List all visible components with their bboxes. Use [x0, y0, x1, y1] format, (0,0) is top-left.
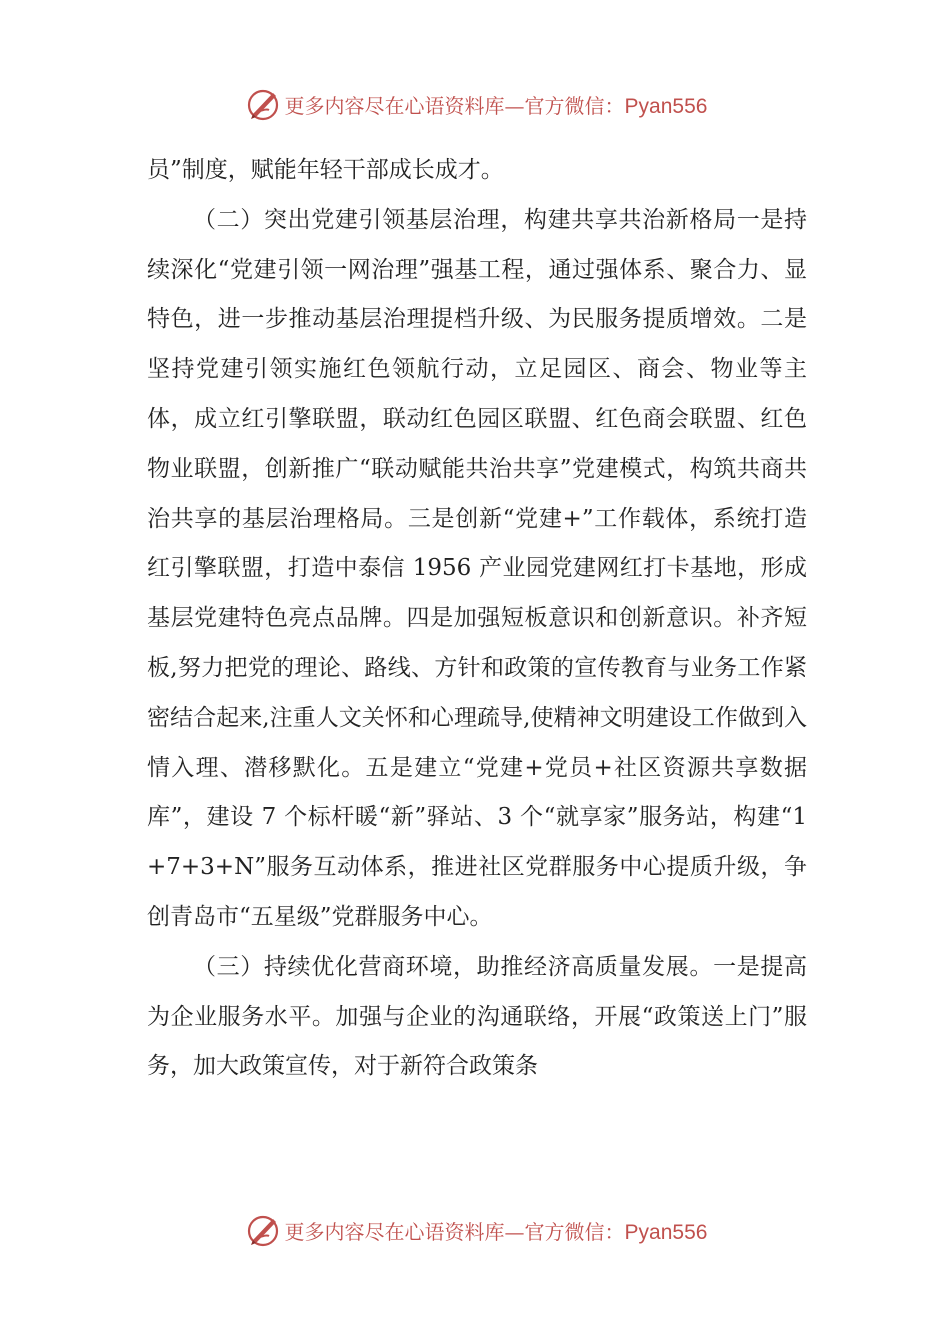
header-watermark — [0, 82, 950, 126]
paragraph-section-three: （三）持续优化营商环境，助推经济高质量发展。一是提高为企业服务水平。加强与企业的沟通联络，开展“政策送上门”服务，加大政策宣传，对于新符合政策条 — [147, 953, 807, 1080]
document-body — [147, 146, 807, 1092]
footer-watermark — [0, 1208, 950, 1252]
paragraph-section-two: （二）突出党建引领基层治理，构建共享共治新格局一是持续深化“党建引领一网治理”强基工程，通过强体系、聚合力、显特色，进一步推动基层治理提档升级、为民服务提质增效。二是坚持党建引领实施红色领航行动，立足园区、商会、物业等主体，成立红引擎联盟，联动红色园区联盟、红色商会联盟、红色物业联盟，创新推广“联动赋能共治共享”党建模式，构筑共商共治共享的基层治理格局。三是创新“党建+”工作载体，系统打造红引擎联盟，打造中泰信 1956 产业园党建网红打卡基地，形成基层党建特色亮点品牌。四是加强短板意识和创新意识。补齐短板,努力把党的理论、路线、方针和政策的宣传教育与业务工作紧密结合起来,注重人文关怀和心理疏导,使精神文明建设工作做到入情入理、潜移默化。五是建立“党建+党员+社区资源共享数据库”，建设 7 个标杆暖“新”驿站、3 个“就享家”服务站，构建“1+7+3+N”服务互动体系，推进社区党群服务中心提质升级，争创青岛市“五星级”党群服务中心。 — [147, 206, 807, 930]
paragraph-continuation: 员”制度，赋能年轻干部成长成才。 — [147, 157, 504, 183]
watermark-text: 更多内容尽在心语资料库—官方微信：Pyan556 — [284, 1219, 708, 1244]
pen-logo-icon — [243, 84, 283, 124]
pen-logo-icon — [243, 1210, 283, 1250]
watermark-text: 更多内容尽在心语资料库—官方微信：Pyan556 — [284, 93, 708, 118]
